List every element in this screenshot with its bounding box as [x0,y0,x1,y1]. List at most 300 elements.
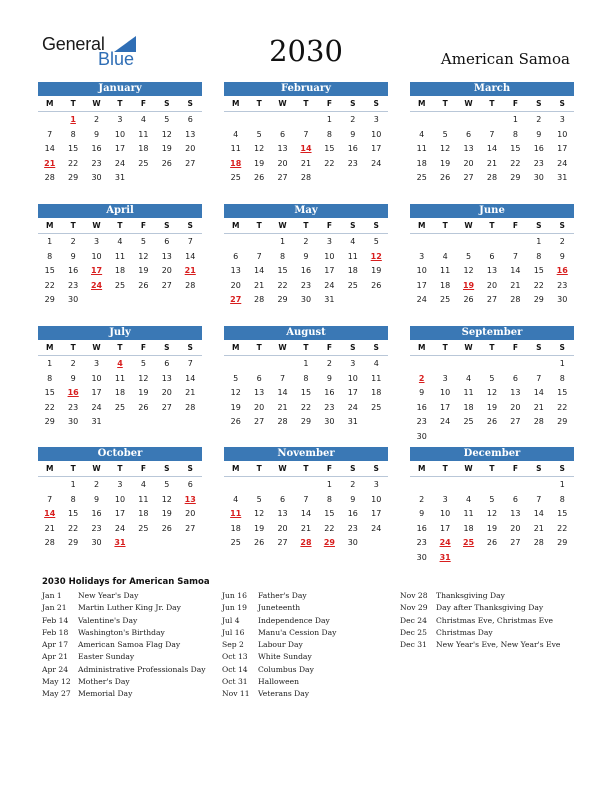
day-cell: 3 [442,494,448,504]
day-cell: 4 [350,237,356,246]
day-cell: 31 [91,417,102,427]
day-cell: 14 [44,144,55,154]
weekday-label: W [464,221,473,230]
holiday-date: Jan 1 [42,591,62,600]
empty-day-cell [457,477,480,492]
day-cell: 5 [256,494,262,504]
month-title: October [38,447,202,461]
day-cell: 31 [347,417,358,427]
day-cell: 8 [70,129,76,139]
holiday-name: Valentine's Day [78,615,138,625]
holiday-date: Feb 18 [42,627,69,637]
day-cell: 13 [463,144,474,154]
weekday-label: F [326,221,332,230]
day-cell: 12 [254,144,265,154]
empty-day-cell [480,234,503,249]
holiday-date: Jul 4 [222,615,240,625]
holiday-row [400,591,560,603]
day-cell: 20 [463,158,474,168]
weekday-label: T [442,464,448,473]
weekday-label: F [326,343,332,352]
day-cell: 12 [254,509,265,519]
day-cell: 28 [44,173,55,183]
day-cell: 2 [94,115,100,124]
day-cell: 17 [557,144,568,154]
day-cell: 3 [419,251,425,261]
day-cell: 22 [68,523,79,533]
holiday-name: White Sunday [258,652,312,662]
day-cell: 18 [463,523,474,533]
day-grid [224,234,388,307]
holiday-row [42,640,206,652]
day-cell: 23 [300,280,312,290]
day-cell: 22 [44,402,55,412]
weekday-label: S [559,99,565,108]
day-cell: 12 [486,388,498,398]
day-cell: 16 [68,266,79,276]
day-cell: 28 [254,295,265,305]
day-cell: 25 [440,295,451,305]
day-cell: 10 [440,388,451,398]
day-cell: 17 [347,388,358,398]
holiday-day-cell: 12 [370,251,382,261]
day-cell: 9 [94,129,100,139]
day-cell: 18 [138,509,149,519]
holiday-name: Thanksgiving Day [436,591,505,600]
day-cell: 3 [373,480,379,489]
holidays-title: 2030 Holidays for American Samoa [42,577,210,587]
day-cell: 10 [347,373,358,383]
day-cell: 30 [557,295,568,305]
day-cell: 27 [254,417,265,427]
day-cell: 2 [350,480,356,489]
weekday-label: S [350,343,356,352]
month-title: January [38,82,202,96]
day-cell: 13 [161,251,172,261]
day-cell: 22 [324,158,335,168]
day-cell: 25 [347,280,358,290]
day-cell: 21 [185,388,196,398]
day-cell: 10 [324,251,335,261]
day-cell: 19 [254,158,265,168]
day-cell: 27 [510,417,521,427]
day-cell: 3 [559,115,565,124]
day-cell: 13 [277,144,288,154]
day-cell: 10 [371,494,382,504]
day-cell: 4 [419,129,425,139]
weekday-label: S [559,343,565,352]
day-cell: 12 [161,494,172,504]
day-cell: 28 [533,538,544,548]
weekday-label: S [164,99,170,108]
day-cell: 25 [230,173,241,183]
day-cell: 23 [324,402,335,412]
day-cell: 21 [486,158,498,168]
day-cell: 23 [416,417,427,427]
day-cell: 18 [440,280,451,290]
weekday-header [38,340,202,356]
day-cell: 9 [94,494,100,504]
weekday-label: W [92,343,101,352]
empty-day-cell [504,234,527,249]
day-cell: 9 [70,373,76,383]
day-cell: 22 [68,158,79,168]
day-cell: 28 [486,173,498,183]
holiday-day-cell: 25 [462,538,475,548]
empty-day-cell [271,112,294,127]
holiday-day-cell: 19 [462,280,475,290]
day-cell: 4 [117,237,123,246]
day-cell: 14 [486,144,498,154]
weekday-label: T [256,464,262,473]
month-january [38,82,202,185]
empty-day-cell [410,112,433,127]
day-cell: 16 [416,402,427,412]
day-grid [224,477,388,550]
day-cell: 14 [510,266,521,276]
day-cell: 16 [416,523,427,533]
holiday-day-cell: 14 [44,509,56,519]
empty-day-cell [433,477,456,492]
day-cell: 16 [324,388,335,398]
day-cell: 11 [440,266,451,276]
holiday-row [42,616,206,628]
day-cell: 7 [256,251,262,261]
day-cell: 7 [489,129,495,139]
weekday-label: F [140,99,146,108]
day-cell: 15 [533,266,544,276]
day-cell: 14 [254,266,265,276]
day-cell: 23 [416,538,427,548]
holiday-date: Sep 2 [222,640,244,650]
day-cell: 11 [138,494,149,504]
day-cell: 24 [324,280,335,290]
day-cell: 8 [280,251,286,261]
weekday-header [38,461,202,477]
weekday-label: S [373,343,379,352]
day-grid [410,112,574,185]
day-cell: 14 [185,373,196,383]
day-cell: 23 [91,523,102,533]
day-cell: 28 [44,538,55,548]
empty-day-cell [294,477,317,492]
month-june [410,204,574,307]
day-cell: 12 [138,373,149,383]
day-cell: 9 [350,494,356,504]
empty-day-cell [527,477,550,492]
day-cell: 11 [371,373,382,383]
day-cell: 13 [254,388,265,398]
day-cell: 24 [347,402,358,412]
weekday-label: T [303,221,309,230]
day-cell: 7 [536,494,542,504]
day-cell: 4 [233,494,239,504]
day-cell: 17 [416,280,427,290]
day-cell: 2 [70,237,76,246]
day-cell: 21 [300,158,312,168]
day-cell: 31 [114,173,126,183]
holiday-name: Mother's Day [78,677,130,687]
day-cell: 24 [371,158,382,168]
day-cell: 18 [114,266,126,276]
day-cell: 20 [486,280,498,290]
month-october [38,447,202,550]
holiday-date: Apr 24 [42,664,69,674]
weekday-label: S [373,464,379,473]
weekday-label: T [489,221,495,230]
day-cell: 8 [47,373,53,383]
day-cell: 28 [185,402,196,412]
day-cell: 23 [557,280,568,290]
month-title: July [38,326,202,340]
day-cell: 15 [68,144,79,154]
empty-day-cell [457,112,480,127]
holiday-day-cell: 21 [184,266,196,276]
weekday-label: F [512,221,518,230]
day-cell: 8 [512,129,518,139]
day-cell: 27 [161,280,172,290]
holiday-day-cell: 4 [117,359,123,368]
holiday-name: Memorial Day [78,689,133,699]
day-cell: 19 [486,402,498,412]
day-cell: 28 [533,417,544,427]
day-cell: 4 [466,494,472,504]
day-cell: 30 [347,538,358,548]
day-cell: 8 [559,373,565,383]
weekday-label: T [442,221,448,230]
day-cell: 20 [230,280,241,290]
weekday-label: S [164,464,170,473]
day-cell: 11 [230,144,241,154]
day-cell: 2 [559,237,565,246]
day-cell: 25 [114,280,126,290]
day-cell: 5 [164,115,170,124]
weekday-label: M [45,221,54,230]
weekday-label: T [70,343,76,352]
weekday-label: F [326,99,332,108]
day-cell: 2 [350,115,356,124]
day-cell: 1 [47,237,53,246]
day-cell: 24 [440,417,451,427]
month-title: November [224,447,388,461]
day-cell: 6 [256,373,262,383]
weekday-label: W [92,99,101,108]
day-cell: 16 [347,509,358,519]
day-cell: 9 [419,509,425,519]
weekday-label: T [117,221,123,230]
holiday-name: Administrative Professionals Day [78,664,206,674]
holiday-row [222,628,336,640]
day-grid [38,234,202,307]
day-cell: 10 [371,129,382,139]
day-grid [38,112,202,185]
weekday-label: T [442,343,448,352]
month-title: August [224,326,388,340]
day-cell: 6 [187,480,193,489]
day-cell: 30 [416,431,427,441]
day-cell: 18 [114,388,126,398]
day-cell: 21 [44,523,55,533]
weekday-label: W [278,99,287,108]
day-cell: 26 [161,523,172,533]
day-cell: 6 [233,251,239,261]
day-cell: 22 [557,402,568,412]
day-cell: 10 [416,266,427,276]
holiday-day-cell: 29 [323,538,335,548]
day-cell: 21 [300,523,312,533]
holiday-row [400,628,560,640]
month-title: April [38,204,202,218]
year-title: 2030 [269,34,343,68]
day-cell: 17 [91,388,102,398]
day-cell: 12 [463,266,474,276]
day-grid [38,356,202,429]
day-cell: 26 [161,158,172,168]
day-cell: 3 [442,373,448,383]
day-cell: 27 [185,523,196,533]
day-cell: 14 [533,509,544,519]
day-cell: 24 [114,158,126,168]
weekday-label: F [326,464,332,473]
holiday-date: Nov 28 [400,591,428,600]
day-cell: 29 [44,295,55,305]
weekday-header [410,96,574,112]
day-cell: 10 [114,129,126,139]
empty-day-cell [247,477,270,492]
weekday-label: W [278,464,287,473]
holiday-row [222,652,336,664]
day-cell: 11 [114,373,126,383]
weekday-label: M [231,464,240,473]
empty-day-cell [527,356,550,371]
day-cell: 30 [533,173,544,183]
day-cell: 22 [533,280,544,290]
day-cell: 13 [161,373,172,383]
day-cell: 30 [91,173,102,183]
day-cell: 1 [559,359,565,368]
day-cell: 11 [463,388,474,398]
day-cell: 30 [416,552,427,562]
day-cell: 26 [138,280,149,290]
day-cell: 20 [510,523,521,533]
day-cell: 3 [373,115,379,124]
day-cell: 24 [114,523,126,533]
day-cell: 6 [489,251,495,261]
day-cell: 18 [371,388,382,398]
empty-day-cell [433,112,456,127]
day-grid [38,477,202,550]
day-cell: 16 [91,144,102,154]
empty-day-cell [410,477,433,492]
weekday-label: S [536,99,542,108]
day-cell: 20 [161,266,172,276]
weekday-label: M [231,343,240,352]
country-title: American Samoa [440,50,570,68]
holiday-row [400,640,560,652]
holiday-row [42,665,206,677]
day-cell: 6 [187,115,193,124]
day-cell: 13 [277,509,288,519]
holiday-name: Martin Luther King Jr. Day [78,603,181,613]
holiday-day-cell: 16 [556,266,568,276]
day-cell: 22 [44,280,55,290]
weekday-label: T [70,99,76,108]
holiday-date: Oct 13 [222,652,248,662]
holiday-day-cell: 31 [439,552,451,562]
day-cell: 5 [140,359,146,368]
day-cell: 8 [559,494,565,504]
month-title: December [410,447,574,461]
weekday-label: M [417,464,426,473]
day-cell: 5 [489,494,495,504]
holiday-column [400,591,560,652]
weekday-label: W [278,221,287,230]
holiday-date: Apr 17 [42,640,69,650]
empty-day-cell [433,356,456,371]
day-cell: 20 [185,509,196,519]
holiday-name: Manu'a Cession Day [258,627,337,637]
weekday-label: S [164,343,170,352]
holiday-name: New Year's Day [78,591,139,600]
day-cell: 15 [324,144,335,154]
holiday-day-cell: 11 [230,509,242,519]
day-cell: 13 [510,388,521,398]
empty-day-cell [457,356,480,371]
day-cell: 13 [185,129,196,139]
day-cell: 31 [324,295,335,305]
holiday-row [222,689,336,701]
empty-day-cell [480,112,503,127]
day-cell: 5 [466,251,472,261]
month-title: June [410,204,574,218]
day-cell: 7 [280,373,286,383]
day-cell: 4 [466,373,472,383]
day-cell: 28 [300,173,312,183]
weekday-label: W [464,464,473,473]
empty-day-cell [271,356,294,371]
weekday-label: F [140,343,146,352]
day-cell: 21 [277,402,288,412]
holiday-row [42,689,206,701]
weekday-label: T [117,99,123,108]
day-cell: 22 [277,280,288,290]
logo-general-text: General [42,34,105,54]
day-cell: 11 [416,144,427,154]
day-cell: 27 [486,295,498,305]
month-march [410,82,574,185]
holiday-name: Independence Day [258,615,330,625]
holiday-day-cell: 21 [44,158,56,168]
holiday-day-cell: 28 [300,538,312,548]
day-cell: 1 [47,359,53,368]
day-cell: 16 [533,144,544,154]
day-cell: 10 [440,509,451,519]
day-cell: 19 [138,266,149,276]
day-cell: 28 [185,280,196,290]
day-cell: 18 [347,266,358,276]
day-cell: 19 [161,509,172,519]
day-cell: 4 [233,129,239,139]
day-cell: 15 [44,388,55,398]
holiday-date: Jan 21 [42,603,67,613]
day-cell: 6 [280,494,286,504]
day-cell: 29 [44,417,55,427]
holiday-name: Halloween [258,677,299,687]
weekday-label: T [489,343,495,352]
empty-day-cell [224,234,247,249]
day-cell: 3 [326,237,332,246]
holiday-date: Dec 24 [400,615,427,625]
